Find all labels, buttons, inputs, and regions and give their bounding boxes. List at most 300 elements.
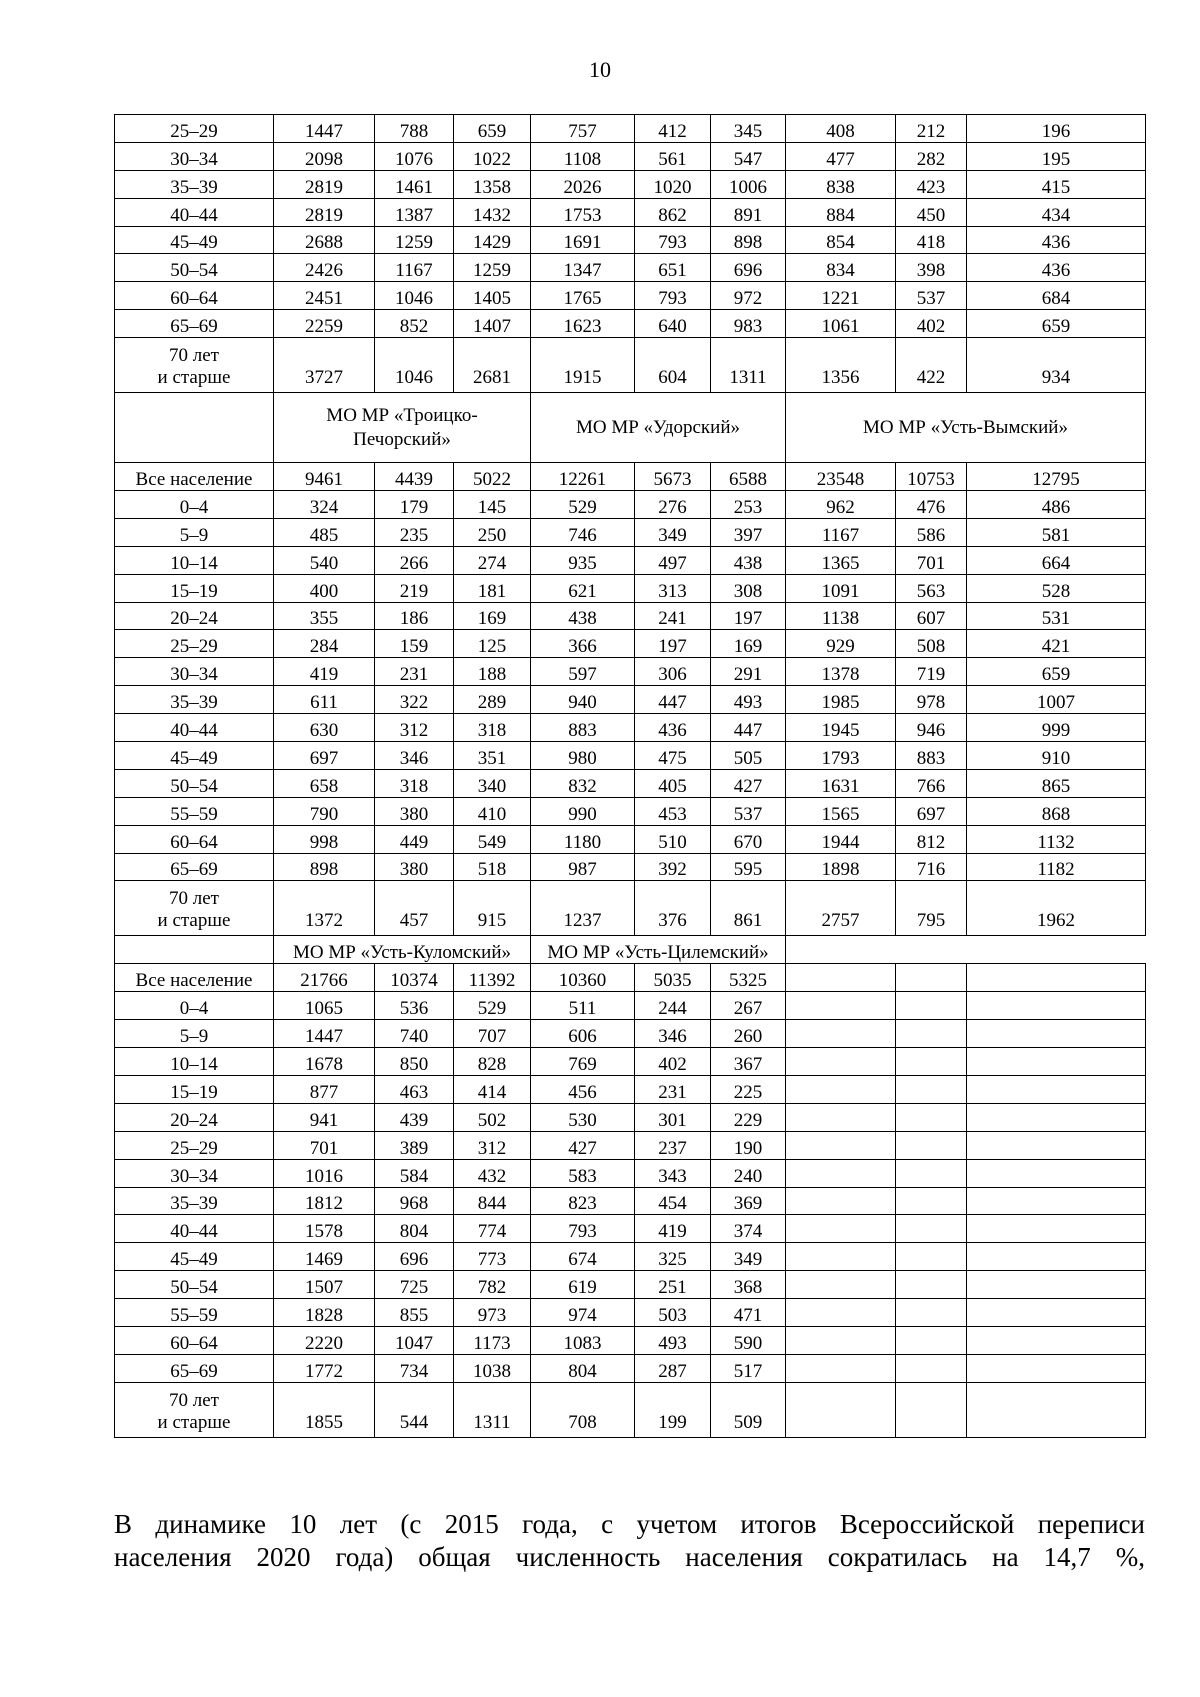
value-cell: 611 (274, 686, 375, 714)
empty-cell (967, 1326, 1146, 1354)
value-cell: 346 (375, 742, 454, 770)
value-cell: 12795 (967, 463, 1146, 491)
table-row (115, 1354, 1146, 1382)
value-cell: 502 (454, 1103, 531, 1131)
value-cell: 861 (711, 881, 786, 936)
age-group-label: 35–39 (115, 170, 274, 198)
value-cell: 188 (454, 658, 531, 686)
value-cell: 537 (711, 797, 786, 825)
value-cell: 471 (711, 1299, 786, 1327)
value-cell: 1378 (786, 658, 896, 686)
value-cell: 980 (531, 742, 635, 770)
age-group-label: 45–49 (115, 742, 274, 770)
age-group-label: 40–44 (115, 1215, 274, 1243)
table-row (115, 1326, 1146, 1354)
value-cell: 2259 (274, 310, 375, 338)
value-cell: 1138 (786, 602, 896, 630)
empty-cell (786, 1243, 896, 1271)
value-cell: 10360 (531, 964, 635, 992)
empty-cell (967, 1299, 1146, 1327)
empty-cell (896, 1354, 967, 1382)
value-cell: 1237 (531, 881, 635, 936)
empty-cell (967, 1075, 1146, 1103)
table-row (115, 491, 1146, 519)
empty-cell (967, 1187, 1146, 1215)
value-cell: 962 (786, 491, 896, 519)
table-row (115, 115, 1146, 143)
age-group-label: 10–14 (115, 1048, 274, 1076)
value-cell: 250 (454, 518, 531, 546)
value-cell: 447 (635, 686, 711, 714)
value-cell: 408 (786, 115, 896, 143)
value-cell: 630 (274, 714, 375, 742)
value-cell: 509 (711, 1382, 786, 1437)
empty-cell (896, 992, 967, 1020)
table-row (115, 825, 1146, 853)
value-cell: 1828 (274, 1299, 375, 1327)
age-group-label: 60–64 (115, 1326, 274, 1354)
empty-cell (786, 992, 896, 1020)
empty-cell (967, 1159, 1146, 1187)
value-cell: 757 (531, 115, 635, 143)
empty-cell (967, 964, 1146, 992)
value-cell: 540 (274, 546, 375, 574)
age-group-label: 65–69 (115, 310, 274, 338)
value-cell: 517 (711, 1354, 786, 1382)
value-cell: 597 (531, 658, 635, 686)
table-row (115, 1048, 1146, 1076)
value-cell: 1985 (786, 686, 896, 714)
value-cell: 973 (454, 1299, 531, 1327)
value-cell: 4439 (375, 463, 454, 491)
value-cell: 225 (711, 1075, 786, 1103)
age-group-label: Все население (115, 463, 274, 491)
value-cell: 659 (454, 115, 531, 143)
value-cell: 769 (531, 1048, 635, 1076)
value-cell: 253 (711, 491, 786, 519)
value-cell: 850 (375, 1048, 454, 1076)
value-cell: 397 (711, 518, 786, 546)
value-cell: 23548 (786, 463, 896, 491)
value-cell: 1405 (454, 282, 531, 310)
value-cell: 1038 (454, 1354, 531, 1382)
value-cell: 1108 (531, 142, 635, 170)
value-cell: 1944 (786, 825, 896, 853)
value-cell: 199 (635, 1382, 711, 1437)
value-cell: 640 (635, 310, 711, 338)
age-group-label: 60–64 (115, 825, 274, 853)
district-header-row (115, 393, 1146, 463)
value-cell: 708 (531, 1382, 635, 1437)
page-number: 10 (589, 57, 611, 82)
value-cell: 537 (896, 282, 967, 310)
value-cell: 1347 (531, 254, 635, 282)
table-row (115, 1020, 1146, 1048)
empty-cell (786, 1075, 896, 1103)
value-cell: 179 (375, 491, 454, 519)
value-cell: 934 (967, 338, 1146, 393)
value-cell: 5325 (711, 964, 786, 992)
empty-cell (896, 1271, 967, 1299)
value-cell: 9461 (274, 463, 375, 491)
value-cell: 684 (967, 282, 1146, 310)
value-cell: 219 (375, 574, 454, 602)
value-cell: 590 (711, 1326, 786, 1354)
value-cell: 530 (531, 1103, 635, 1131)
value-cell: 376 (635, 881, 711, 936)
value-cell: 990 (531, 797, 635, 825)
value-cell: 366 (531, 630, 635, 658)
empty-cell (896, 1187, 967, 1215)
value-cell: 838 (786, 170, 896, 198)
value-cell: 423 (896, 170, 967, 198)
value-cell: 795 (896, 881, 967, 936)
value-cell: 528 (967, 574, 1146, 602)
value-cell: 241 (635, 602, 711, 630)
value-cell: 773 (454, 1243, 531, 1271)
value-cell: 766 (896, 769, 967, 797)
table-row (115, 1271, 1146, 1299)
value-cell: 793 (531, 1215, 635, 1243)
value-cell: 518 (454, 853, 531, 881)
value-cell: 197 (635, 630, 711, 658)
value-cell: 828 (454, 1048, 531, 1076)
empty-cell (786, 1299, 896, 1327)
empty-cell (786, 1131, 896, 1159)
age-label-line: и старше (157, 1411, 231, 1433)
age-group-label: 30–34 (115, 658, 274, 686)
value-cell: 1372 (274, 881, 375, 936)
value-cell: 11392 (454, 964, 531, 992)
value-cell: 790 (274, 797, 375, 825)
age-group-label: 55–59 (115, 797, 274, 825)
value-cell: 486 (967, 491, 1146, 519)
value-cell: 21766 (274, 964, 375, 992)
value-cell: 1221 (786, 282, 896, 310)
value-cell: 1678 (274, 1048, 375, 1076)
value-cell: 5673 (635, 463, 711, 491)
value-cell: 267 (711, 992, 786, 1020)
value-cell: 664 (967, 546, 1146, 574)
empty-cell (967, 1271, 1146, 1299)
value-cell: 457 (375, 881, 454, 936)
value-cell: 1356 (786, 338, 896, 393)
value-cell: 450 (896, 198, 967, 226)
value-cell: 181 (454, 574, 531, 602)
value-cell: 852 (375, 310, 454, 338)
value-cell: 1132 (967, 825, 1146, 853)
value-cell: 505 (711, 742, 786, 770)
value-cell: 1915 (531, 338, 635, 393)
value-cell: 1076 (375, 142, 454, 170)
empty-cell (967, 1354, 1146, 1382)
value-cell: 812 (896, 825, 967, 853)
value-cell: 883 (896, 742, 967, 770)
empty-cell (786, 964, 896, 992)
table-row (115, 1103, 1146, 1131)
value-cell: 607 (896, 602, 967, 630)
value-cell: 419 (635, 1215, 711, 1243)
empty-cell (967, 1048, 1146, 1076)
value-cell: 349 (635, 518, 711, 546)
value-cell: 1945 (786, 714, 896, 742)
value-cell: 1429 (454, 226, 531, 254)
value-cell: 463 (375, 1075, 454, 1103)
value-cell: 186 (375, 602, 454, 630)
value-cell: 1167 (375, 254, 454, 282)
age-group-label: 15–19 (115, 574, 274, 602)
value-cell: 287 (635, 1354, 711, 1382)
empty-cell (967, 1243, 1146, 1271)
value-cell: 529 (454, 992, 531, 1020)
value-cell: 606 (531, 1020, 635, 1048)
value-cell: 355 (274, 602, 375, 630)
value-cell: 854 (786, 226, 896, 254)
table-row (115, 630, 1146, 658)
table-row (115, 658, 1146, 686)
empty-cell (786, 1103, 896, 1131)
value-cell: 1447 (274, 115, 375, 143)
table-row (115, 198, 1146, 226)
value-cell: 701 (274, 1131, 375, 1159)
value-cell: 1793 (786, 742, 896, 770)
value-cell: 231 (375, 658, 454, 686)
value-cell: 313 (635, 574, 711, 602)
age-group-label: 55–59 (115, 1299, 274, 1327)
value-cell: 1753 (531, 198, 635, 226)
value-cell: 312 (454, 1131, 531, 1159)
table-row (115, 964, 1146, 992)
age-group-label: 40–44 (115, 714, 274, 742)
value-cell: 1083 (531, 1326, 635, 1354)
value-cell: 432 (454, 1159, 531, 1187)
value-cell: 289 (454, 686, 531, 714)
paragraph-line-2: населения 2020 года) общая численность населения сократилась на 14,7 %, (114, 1542, 1145, 1572)
value-cell: 1061 (786, 310, 896, 338)
value-cell: 696 (711, 254, 786, 282)
value-cell: 503 (635, 1299, 711, 1327)
value-cell: 343 (635, 1159, 711, 1187)
value-cell: 2819 (274, 198, 375, 226)
table-row (115, 992, 1146, 1020)
value-cell: 497 (635, 546, 711, 574)
value-cell: 968 (375, 1187, 454, 1215)
value-cell: 1182 (967, 853, 1146, 881)
empty-cell (786, 1326, 896, 1354)
empty-cell (786, 936, 1146, 964)
age-group-label: 40–44 (115, 198, 274, 226)
value-cell: 392 (635, 853, 711, 881)
value-cell: 940 (531, 686, 635, 714)
value-cell: 1447 (274, 1020, 375, 1048)
value-cell: 12261 (531, 463, 635, 491)
value-cell: 1259 (454, 254, 531, 282)
value-cell: 910 (967, 742, 1146, 770)
district-header-line: Печорский» (353, 428, 451, 450)
value-cell: 2819 (274, 170, 375, 198)
value-cell: 456 (531, 1075, 635, 1103)
empty-cell (967, 1020, 1146, 1048)
value-cell: 734 (375, 1354, 454, 1382)
value-cell: 402 (896, 310, 967, 338)
value-cell: 1173 (454, 1326, 531, 1354)
table-row (115, 142, 1146, 170)
age-group-label: 25–29 (115, 115, 274, 143)
empty-cell (786, 1215, 896, 1243)
empty-cell (896, 1048, 967, 1076)
value-cell: 987 (531, 853, 635, 881)
table-row (115, 1159, 1146, 1187)
value-cell: 301 (635, 1103, 711, 1131)
table-row (115, 1243, 1146, 1271)
value-cell: 345 (711, 115, 786, 143)
empty-cell (786, 1159, 896, 1187)
value-cell: 477 (786, 142, 896, 170)
value-cell: 1046 (375, 282, 454, 310)
value-cell: 231 (635, 1075, 711, 1103)
value-cell: 674 (531, 1243, 635, 1271)
empty-cell (896, 1215, 967, 1243)
value-cell: 804 (375, 1215, 454, 1243)
value-cell: 619 (531, 1271, 635, 1299)
value-cell: 10753 (896, 463, 967, 491)
value-cell: 862 (635, 198, 711, 226)
value-cell: 998 (274, 825, 375, 853)
age-group-label: 50–54 (115, 1271, 274, 1299)
value-cell: 436 (635, 714, 711, 742)
district-header: МО МР «Удорский» (531, 393, 786, 463)
table-row (115, 1187, 1146, 1215)
value-cell: 449 (375, 825, 454, 853)
table-row (115, 853, 1146, 881)
value-cell: 196 (967, 115, 1146, 143)
value-cell: 1765 (531, 282, 635, 310)
value-cell: 935 (531, 546, 635, 574)
table-row (115, 170, 1146, 198)
empty-cell (967, 1215, 1146, 1243)
age-group-label: 30–34 (115, 1159, 274, 1187)
value-cell: 1407 (454, 310, 531, 338)
value-cell: 793 (635, 282, 711, 310)
table-row (115, 463, 1146, 491)
table-row (115, 602, 1146, 630)
value-cell: 229 (711, 1103, 786, 1131)
body-paragraph (114, 1508, 1145, 1574)
value-cell: 941 (274, 1103, 375, 1131)
value-cell: 2451 (274, 282, 375, 310)
value-cell: 398 (896, 254, 967, 282)
empty-cell (896, 1382, 967, 1437)
value-cell: 740 (375, 1020, 454, 1048)
table-row (115, 881, 1146, 936)
table-row (115, 1131, 1146, 1159)
value-cell: 291 (711, 658, 786, 686)
empty-cell (896, 1243, 967, 1271)
value-cell: 999 (967, 714, 1146, 742)
value-cell: 1091 (786, 574, 896, 602)
value-cell: 493 (635, 1326, 711, 1354)
table-row (115, 742, 1146, 770)
value-cell: 1365 (786, 546, 896, 574)
value-cell: 389 (375, 1131, 454, 1159)
table-row (115, 1075, 1146, 1103)
value-cell: 697 (274, 742, 375, 770)
population-table (114, 114, 1146, 1438)
empty-cell (896, 1103, 967, 1131)
value-cell: 929 (786, 630, 896, 658)
value-cell: 190 (711, 1131, 786, 1159)
age-group-label: 20–24 (115, 1103, 274, 1131)
value-cell: 898 (274, 853, 375, 881)
value-cell: 531 (967, 602, 1146, 630)
value-cell: 834 (786, 254, 896, 282)
value-cell: 855 (375, 1299, 454, 1327)
value-cell: 2757 (786, 881, 896, 936)
table-row (115, 686, 1146, 714)
value-cell: 621 (531, 574, 635, 602)
value-cell: 195 (967, 142, 1146, 170)
value-cell: 169 (454, 602, 531, 630)
value-cell: 725 (375, 1271, 454, 1299)
table-row (115, 1382, 1146, 1437)
value-cell: 774 (454, 1215, 531, 1243)
value-cell: 380 (375, 797, 454, 825)
value-cell: 884 (786, 198, 896, 226)
value-cell: 1180 (531, 825, 635, 853)
age-group-label: 30–34 (115, 142, 274, 170)
value-cell: 380 (375, 853, 454, 881)
value-cell: 237 (635, 1131, 711, 1159)
empty-cell (786, 1020, 896, 1048)
age-label-line: 70 лет (169, 888, 219, 910)
age-group-label: 10–14 (115, 546, 274, 574)
value-cell: 422 (896, 338, 967, 393)
value-cell: 368 (711, 1271, 786, 1299)
value-cell: 536 (375, 992, 454, 1020)
age-group-label (115, 1382, 274, 1437)
value-cell: 410 (454, 797, 531, 825)
empty-cell (967, 1131, 1146, 1159)
table-row (115, 338, 1146, 393)
value-cell: 793 (635, 226, 711, 254)
table-row (115, 1215, 1146, 1243)
age-group-label: 65–69 (115, 853, 274, 881)
value-cell: 10374 (375, 964, 454, 992)
value-cell: 544 (375, 1382, 454, 1437)
value-cell: 5035 (635, 964, 711, 992)
value-cell: 5022 (454, 463, 531, 491)
age-group-label: 60–64 (115, 282, 274, 310)
value-cell: 1578 (274, 1215, 375, 1243)
value-cell: 476 (896, 491, 967, 519)
empty-cell (896, 964, 967, 992)
value-cell: 235 (375, 518, 454, 546)
age-group-label: 15–19 (115, 1075, 274, 1103)
value-cell: 418 (896, 226, 967, 254)
age-group-label: 0–4 (115, 491, 274, 519)
value-cell: 2026 (531, 170, 635, 198)
district-header: МО МР «Усть-Цилемский» (531, 936, 786, 964)
district-header: МО МР «Усть-Куломский» (274, 936, 531, 964)
value-cell: 169 (711, 630, 786, 658)
value-cell: 349 (711, 1243, 786, 1271)
age-group-label (115, 881, 274, 936)
empty-cell (786, 1271, 896, 1299)
value-cell: 240 (711, 1159, 786, 1187)
table-row (115, 254, 1146, 282)
value-cell: 877 (274, 1075, 375, 1103)
value-cell: 696 (375, 1243, 454, 1271)
